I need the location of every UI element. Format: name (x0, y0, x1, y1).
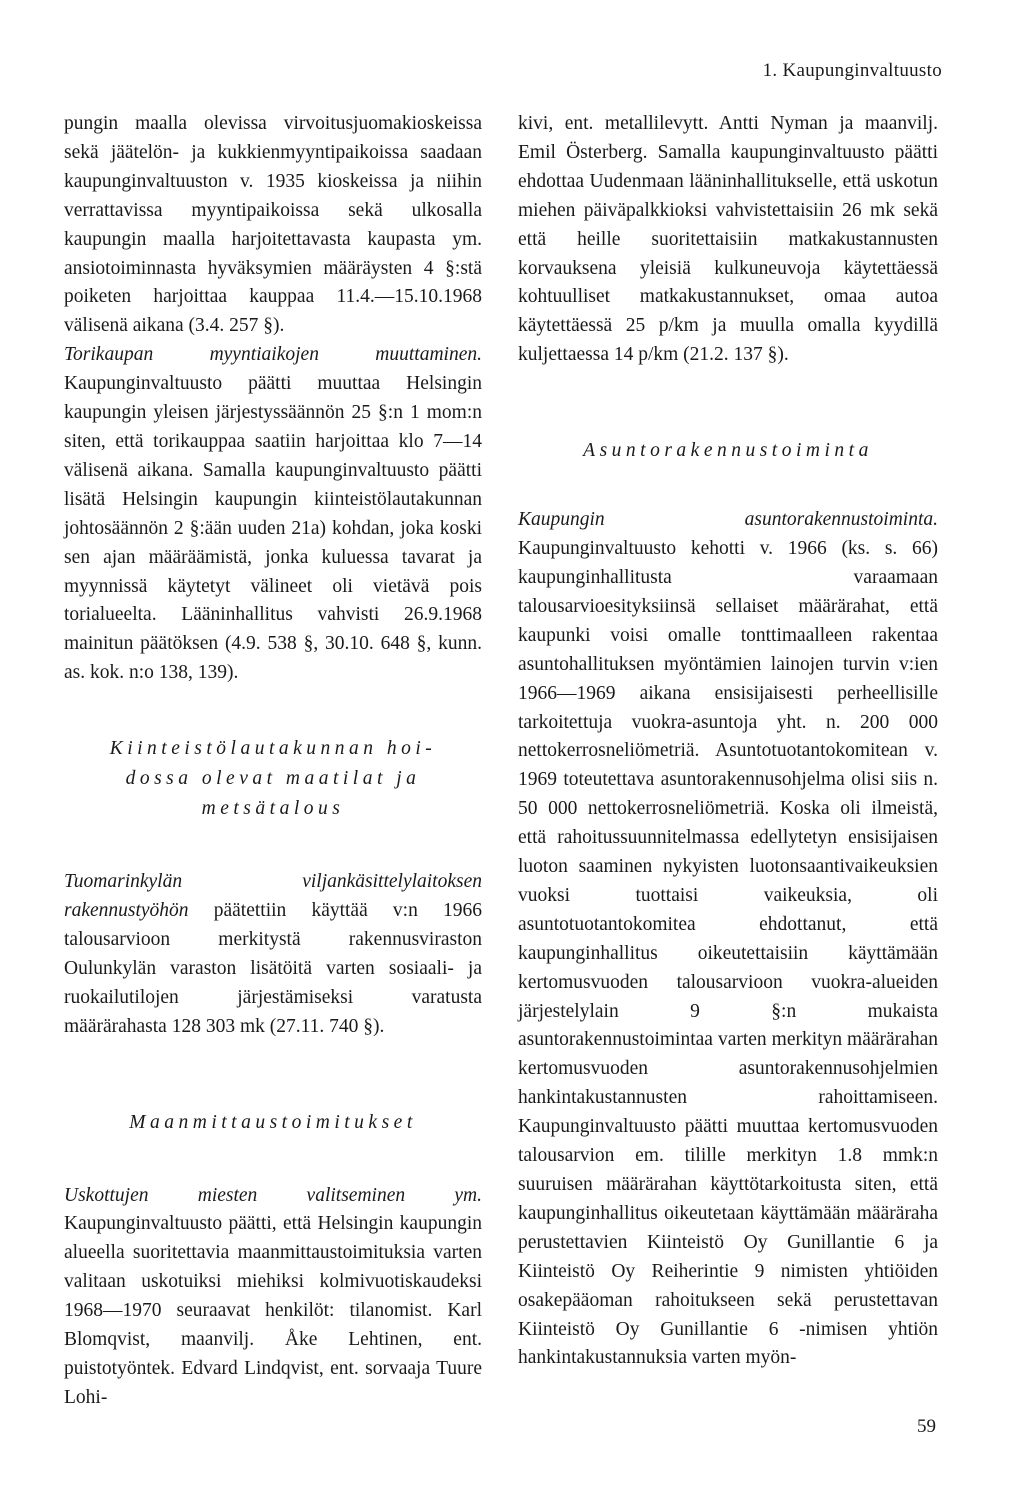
paragraph-kiosk-trade: pungin maalla olevissa virvoitusjuomakioskeissa sekä jäätelön- ja kukkienmyyntipaikoissa saadaan kaupunginvaltuuston v. 1935 kioskeissa ja niihin verrattavissa myyntipaikoissa sekä ulkosalla kaupungin maalla harjoitettavasta kaupasta ym. ansiotoiminnasta hyväksymien määräysten 4 §:stä poiketen harjoittaa kauppaa 11.4.—15.10.1968 välisenä aikana (3.4. 257 §). (64, 113, 482, 337)
section-heading-farms (64, 734, 482, 824)
paragraph-body: Kaupunginvaltuusto päätti muuttaa Helsingin kaupungin yleisen järjestyssäännön 25 §:n 1 mom:n siten, että torikauppaa saatiin harjoittaa klo 7—14 välisenä aikana. Samalla kaupunginvaltuusto päätti lisätä Helsingin kaupungin kiinteistölautakunnan johtosäännön 2 §:ään uuden 21a) kohdan, joka koski sen ajan määräämistä, jonka kuluessa tavarat ja myynnissä käytetyt välineet oli vietävä pois torialueelta. Lääninhallitus vahvisti 26.9.1968 mainitun päätöksen (4.9. 538 §, 30.10. 648 §, kunn. as. kok. n:o 138, 139). (64, 373, 482, 684)
section-heading-surveying: Maanmittaustoimitukset (129, 1111, 417, 1133)
paragraph-body: Kaupunginvaltuusto kehotti v. 1966 (ks. s. 66) kaupunginhallitusta varaamaan talousarvioesityksiinsä sellaiset määrärahat, että kaupunki voisi omalle tonttimaalleen rakentaa asuntohallituksen myöntämien lainojen turvin v:ien 1966—1969 aikana ensisijaisesti perheellisille tarkoitettuja vuokra-asuntoja yht. n. 200 000 nettokerrosneliömetriä. Asuntotuotantokomitean v. 1969 toteutettava asuntorakennusohjelma olisi siis n. 50 000 nettokerrosneliömetriä. Koska oli ilmeistä, että rahoitussuunnitelmassa edellytetyn ensisijaisen luoton saaminen nykyisten luotonsaantivaikeuksien vuoksi tuottaisi vaikeuksia, oli asuntotuotantokomitea ehdottanut, että kaupunginhallitus oikeutettaisiin käyttämään kertomusvuoden talousarvioon vuokra-alueiden järjestelylain 9 §:n mukaista asuntorakennustoimintaa varten merkityn määrärahan kertomusvuoden asuntorakennusohjelmien hankintakustannusten rahoittamiseen. Kaupunginvaltuusto päätti muuttaa kertomusvuoden talousarvion em. tilille merkityn 1.8 mmk:n suuruisen määrärahan käyttötarkoitusta siten, että kaupunginhallitus oikeutetaan käyttämään määräraha perustettavien Kiinteistö Oy Gunillantie 6 ja Kiinteistö Oy Reiherintie 9 nimisten yhtiöiden osakepääoman rahoitukseen sekä perustettavan Kiinteistö Oy Gunillantie 6 -nimisen yhtiön hankintakustannuksia varten myön- (518, 538, 938, 1369)
right-column (518, 110, 938, 1373)
paragraph-title: Tuomarinkylän viljankäsittelylaitoksen rakennustyöhön (64, 871, 482, 922)
section-heading-line: metsätalous (201, 798, 345, 820)
paragraph-body: päätettiin käyttää v:n 1966 talousarvioon merkitystä rakennusviraston Oulunkylän varaston lisätöitä varten sosiaali- ja ruokailutilojen järjestämiseksi varatusta määrärahasta 128 303 mk (27.11. 740 §). (64, 900, 482, 1037)
paragraph-grain-facility (64, 868, 482, 1041)
paragraph-housing-construction (518, 506, 938, 1373)
section-heading-line: dossa olevat maatilat ja (125, 768, 421, 790)
section-heading-line: Kiinteistölautakunnan hoi- (109, 738, 437, 760)
page-number: 59 (917, 1416, 936, 1437)
left-column (64, 110, 482, 1413)
paragraph-title: Torikaupan myyntiaikojen muuttaminen. (64, 344, 482, 366)
paragraph-title: Uskottujen miesten valitseminen ym. (64, 1184, 482, 1206)
paragraph-body: Kaupunginvaltuusto päätti, että Helsingin kaupungin alueella suoritettavia maanmittaustoimituksia varten valitaan uskotuiksi miehiksi kolmivuotiskaudeksi 1968—1970 seuraavat henkilöt: tilanomist. Karl Blomqvist, maanvilj. Åke Lehtinen, ent. puistotyöntek. Edvard Lindqvist, ent. sorvaaja Tuure Lohi- (64, 1213, 482, 1408)
paragraph-title: Kaupungin asuntorakennustoiminta. (518, 509, 938, 531)
paragraph-market-hours (64, 341, 482, 688)
section-heading-housing: Asuntorakennustoiminta (583, 440, 873, 462)
running-header: 1. Kaupunginvaltuusto (762, 60, 942, 81)
paragraph-trustees-continued: kivi, ent. metallilevytt. Antti Nyman ja maanvilj. Emil Österberg. Samalla kaupunginvaltuusto päätti ehdottaa Uudenmaan lääninhallitukselle, että uskotun miehen päiväpalkkioksi vahvistettaisiin 26 mk sekä että heille suoritettaisiin matkakustannusten korvauksena yleisiä kulkuneuvoja käytettäessä kohtuulliset matkakustannukset, omaa autoa käytettäessä 25 p/km ja muulla omalla kyydillä kuljettaessa 14 p/km (21.2. 137 §). (518, 113, 938, 366)
paragraph-trustees (64, 1182, 482, 1413)
